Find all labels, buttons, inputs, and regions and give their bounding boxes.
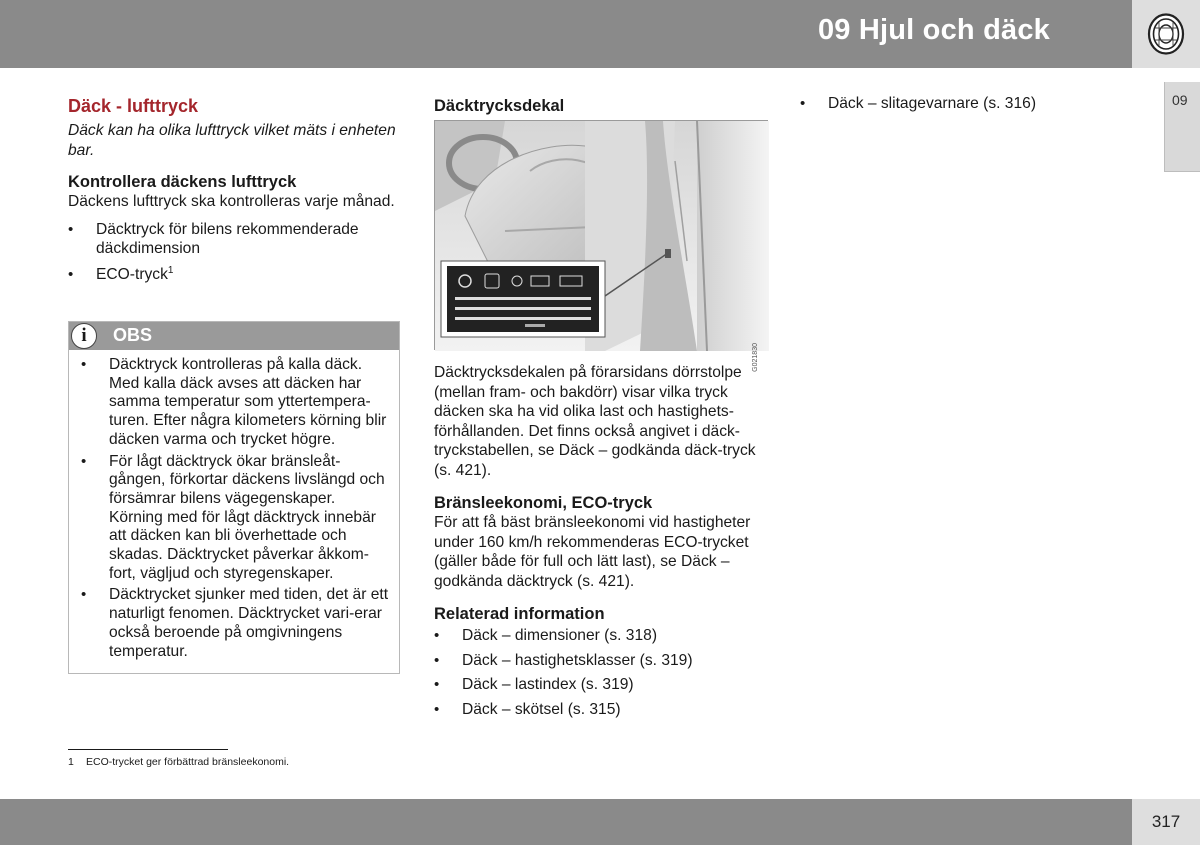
list-item-text: För lågt däcktryck ökar bränsleåt-gången, förkortar däckens livslängd och försämrar bilens vägegenskaper. Körning med för lågt däcktryck innebär att däcken kan bli överhettade och skadas. Däcktrycket påverkar åkkom-fort, vägljud och styregenskaper. (109, 452, 385, 582)
related-link[interactable]: Däck – hastighetsklasser (s. 319) (462, 651, 693, 669)
eco-text: För att få bäst bränsleekonomi vid hastigheter under 160 km/h rekommenderas ECO-trycket (gäller både för full och lätt last), se Däck – godkända däcktryck (s. 421). (434, 514, 751, 590)
car-door-illustration (435, 121, 769, 351)
column-1 (68, 94, 402, 284)
list-item-text: Däcktryck kontrolleras på kalla däck. Med kalla däck avses att däcken har samma temperatur som yttertempera-turen. Efter några kilometers körning blir däcken varma och trycket högre. (109, 356, 387, 448)
decal-text: Däcktrycksdekalen på förarsidans dörrstolpe (mellan fram- och bakdörr) visar vilka tryck däcken ska ha vid olika last och hastighets-förhållanden. Det finns också angivet i däck-tryckstabellen, se Däck – godkända däck-tryck (s. 421). (434, 364, 756, 479)
header-icon-box (1132, 0, 1200, 68)
related-link[interactable]: Däck – lastindex (s. 319) (462, 676, 634, 693)
footnote (68, 756, 289, 768)
footnote-ref[interactable]: 1 (167, 264, 174, 276)
note-box (68, 321, 400, 674)
list-item (81, 586, 389, 661)
page-number: 317 (1151, 812, 1181, 831)
list-item (68, 220, 402, 259)
check-heading: Kontrollera däckens lufttryck (68, 173, 297, 191)
note-list (81, 356, 389, 661)
footnote-number: 1 (68, 756, 74, 768)
check-text: Däckens lufttryck ska kontrolleras varje månad. (68, 193, 395, 210)
decal-heading: Däcktrycksdekal (434, 97, 565, 115)
list-item[interactable] (434, 673, 770, 698)
related-heading: Relaterad information (434, 605, 605, 623)
list-item-text: Däcktryck för bilens rekommenderade däckdimension (96, 220, 359, 257)
footnote-text: ECO-trycket ger förbättrad bränsleekonomi. (86, 756, 290, 768)
list-item[interactable] (434, 649, 770, 674)
column-2 (434, 94, 770, 118)
related-list-continued (800, 94, 1100, 114)
tire-icon (1147, 13, 1185, 55)
list-item (81, 356, 389, 450)
note-body (69, 350, 399, 661)
related-link[interactable]: Däck – skötsel (s. 315) (462, 700, 621, 718)
list-item-text: ECO-tryck (96, 265, 168, 283)
list-item (68, 265, 402, 285)
list-item-text: Däcktrycket sjunker med tiden, det är ett naturligt fenomen. Däcktrycket vari-erar också beroende på omgivningens temperatur. (109, 586, 389, 660)
check-list (68, 220, 402, 285)
figure-code: G021830 (752, 343, 759, 372)
tire-pressure-decal-figure (434, 120, 768, 372)
chapter-side-tab (1164, 82, 1200, 172)
column-2-body (434, 363, 770, 722)
header-bar (0, 0, 1132, 68)
note-header (69, 322, 399, 350)
note-label: OBS (113, 325, 153, 345)
related-list (434, 624, 770, 722)
eco-heading: Bränsleekonomi, ECO-tryck (434, 494, 653, 512)
footnote-divider (68, 749, 228, 750)
chapter-title: 09 Hjul och däck (817, 14, 1050, 46)
info-icon: i (71, 323, 97, 349)
side-tab-label: 09 (1172, 92, 1188, 108)
column-3 (800, 94, 1100, 114)
list-item (81, 453, 389, 584)
footer-bar (0, 799, 1132, 845)
section-title: Däck - lufttryck (68, 96, 199, 116)
list-item[interactable] (800, 94, 1100, 114)
intro-text: Däck kan ha olika lufttryck vilket mäts i enheten bar. (68, 122, 396, 159)
related-link[interactable]: Däck – slitagevarnare (s. 316) (828, 95, 1037, 112)
list-item[interactable] (434, 698, 770, 723)
list-item[interactable] (434, 624, 770, 649)
related-link[interactable]: Däck – dimensioner (s. 318) (462, 627, 658, 644)
page-number-box (1132, 799, 1200, 845)
